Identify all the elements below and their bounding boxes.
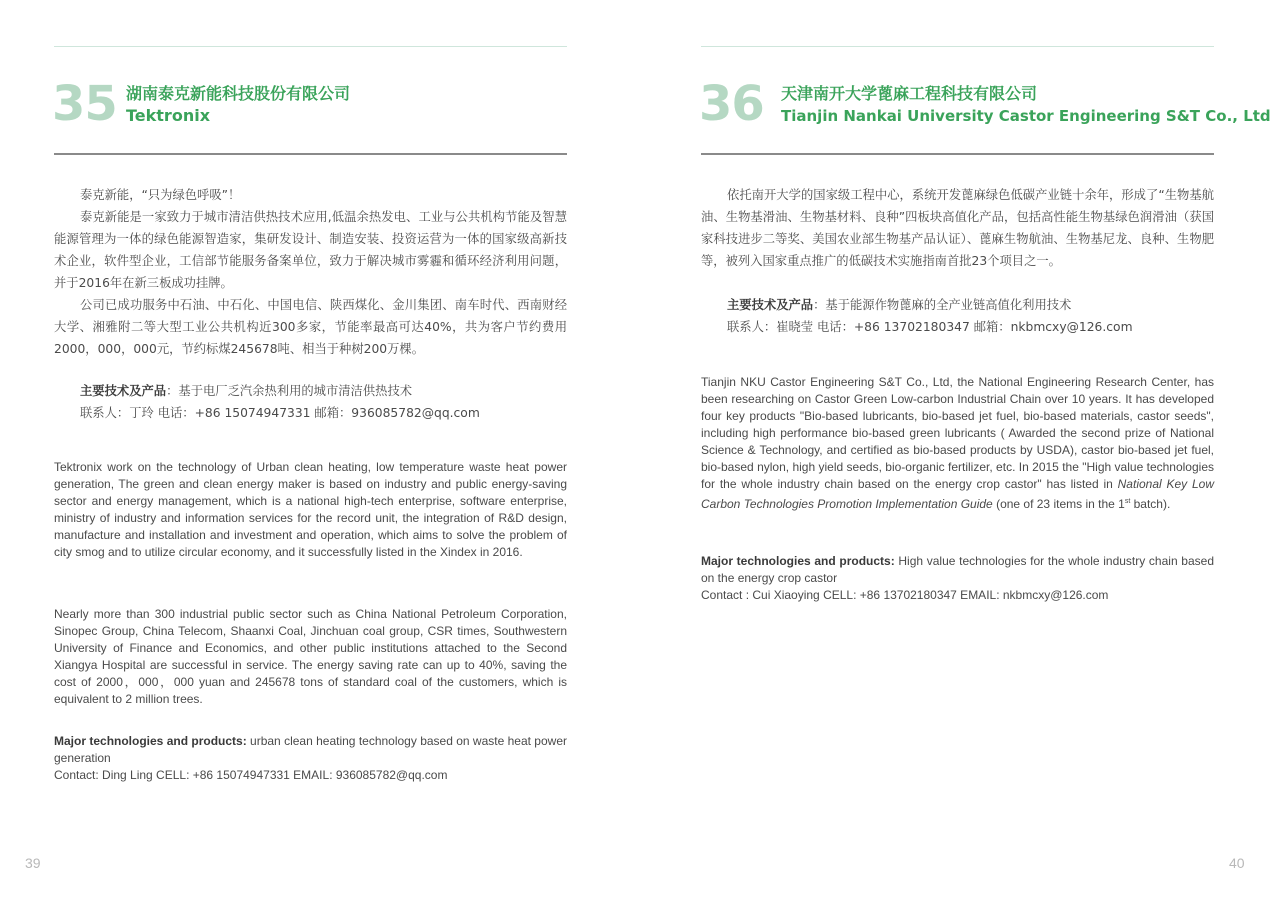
header-top-rule bbox=[54, 46, 567, 47]
page-number-right: 40 bbox=[1229, 855, 1245, 871]
tech-value-english: High value technologies for the whole industry chain based on the energy crop castor bbox=[701, 554, 1214, 585]
chinese-paragraph: 公司已成功服务中石油、中石化、中国电信、陕西煤化、金川集团、南车时代、西南财经大学、湘雅附二等大型工业公共机构近300多家，节能率最高可达40%，共为客户节约费用2000，000，000元，节约标煤245678吨、相当于种树200万棵。 bbox=[54, 298, 567, 356]
english-tech-block bbox=[54, 733, 567, 784]
chinese-contact-line: 联系人：崔晓莹 电话：+86 13702180347 邮箱：nkbmcxy@126.com bbox=[727, 320, 1133, 334]
tech-value: ：基于电厂乏汽余热利用的城市清洁供热技术 bbox=[166, 384, 413, 398]
english-tech-block bbox=[701, 553, 1214, 604]
contact-english: Contact: Ding Ling CELL: +86 15074947331 EMAIL: 936085782@qq.com bbox=[54, 768, 448, 782]
left-page bbox=[54, 0, 567, 904]
tech-label-english: Major technologies and products: bbox=[701, 554, 895, 568]
english-description bbox=[701, 374, 1214, 513]
header-bottom-rule bbox=[701, 153, 1214, 155]
company-title-chinese: 湖南泰克新能科技股份有限公司 bbox=[126, 84, 351, 103]
contact-english: Contact : Cui Xiaoying CELL: +86 13702180347 EMAIL: nkbmcxy@126.com bbox=[701, 588, 1109, 602]
chinese-tech-line bbox=[80, 380, 570, 402]
tech-value: ：基于能源作物蓖麻的全产业链高值化利用技术 bbox=[813, 298, 1072, 312]
company-number: 35 bbox=[52, 76, 117, 132]
tech-label: 主要技术及产品 bbox=[80, 384, 167, 398]
page-number-left: 39 bbox=[25, 855, 41, 871]
english-text: (one of 23 items in the 1 bbox=[992, 497, 1125, 511]
english-text: batch). bbox=[1130, 497, 1171, 511]
chinese-paragraph: 泰克新能，“只为绿色呼吸”！ bbox=[80, 188, 241, 202]
english-paragraph bbox=[701, 374, 1214, 513]
company-title-chinese: 天津南开大学蓖麻工程科技有限公司 bbox=[781, 84, 1038, 103]
english-description-2 bbox=[54, 606, 567, 708]
chinese-paragraph: 泰克新能是一家致力于城市清洁供热技术应用,低温余热发电、工业与公共机构节能及智慧能源管理为一体的绿色能源智造家，集研发设计、制造安装、投资运营为一体的国家级高新技术企业，软件型企业，工信部节能服务备案单位，致力于解决城市雾霾和循环经济利用问题，并于2016年在新三板成功挂牌。 bbox=[54, 210, 567, 290]
chinese-tech-line bbox=[727, 294, 1217, 316]
english-text: Tianjin NKU Castor Engineering S&T Co., Ltd, the National Engineering Research Center, has been researching on Castor Green Low-carbon Industrial Chain over 10 years. It has developed four key products "Bio-based lubricants, bio-based jet fuel, bio-based materials, castor seeds", including high performance bio-based green lubricants ( Awarded the second prize of National Science & Technology, and certified as bio-based products by USDA), castor bio-based jet fuel, bio-based nylon, high yield seeds, bio-organic fertilizer, etc. In 2015 the "High value technologies for the whole industry chain based on the energy crop castor" has listed in bbox=[701, 375, 1214, 491]
tech-value-english: urban clean heating technology based on waste heat power generation bbox=[54, 734, 567, 765]
ordinal-suffix: st bbox=[1124, 498, 1131, 505]
english-paragraph: Tektronix work on the technology of Urban clean heating, low temperature waste heat power generation, The green and clean energy maker is based on industry and public energy-saving sector and energy management, which is a national high-tech enterprise, software enterprise, ministry of industry and information services for the record unit, the integration of R&D design, manufacture and installation and investment and operation, which aims to solve the problem of city smog and to utilize circular economy, and it successfully listed in the Xindex in 2016. bbox=[54, 460, 567, 559]
chinese-paragraph: 依托南开大学的国家级工程中心，系统开发蓖麻绿色低碳产业链十余年，形成了“生物基航油、生物基滑油、生物基材料、良种”四板块高值化产品，包括高性能生物基绿色润滑油（获国家科技进步二等奖、美国农业部生物基产品认证）、蓖麻生物航油、生物基尼龙、良种、生物肥等，被列入国家重点推广的低碳技术实施指南首批23个项目之一。 bbox=[701, 188, 1214, 268]
header-top-rule bbox=[701, 46, 1214, 47]
chinese-description bbox=[701, 184, 1214, 272]
chinese-contact-line: 联系人：丁玲 电话：+86 15074947331 邮箱：936085782@qq.com bbox=[80, 406, 480, 420]
tech-label: 主要技术及产品 bbox=[727, 298, 814, 312]
english-paragraph: Nearly more than 300 industrial public sector such as China National Petroleum Corporation, Sinopec Group, China Telecom, Shaanxi Coal, Jinchuan coal group, CSR times, Southwestern University of Finance and Economics, and other public institutions attached to the Second Xiangya Hospital are successful in service. The energy saving rate can up to 40%, saving the cost of 2000，000，000 yuan and 245678 tons of standard coal of the customers, which is equivalent to 2 million trees. bbox=[54, 607, 567, 706]
company-number: 36 bbox=[699, 76, 764, 132]
company-title-english: Tianjin Nankai University Castor Engineering S&T Co., Ltd bbox=[781, 107, 1271, 125]
english-description-1 bbox=[54, 459, 567, 561]
company-title-english: Tektronix bbox=[126, 106, 211, 125]
tech-label-english: Major technologies and products: bbox=[54, 734, 247, 748]
chinese-description bbox=[54, 184, 567, 360]
header-bottom-rule bbox=[54, 153, 567, 155]
guide-title-italic: National Key Low Carbon Technologies Promotion Implementation Guide bbox=[701, 477, 1214, 511]
